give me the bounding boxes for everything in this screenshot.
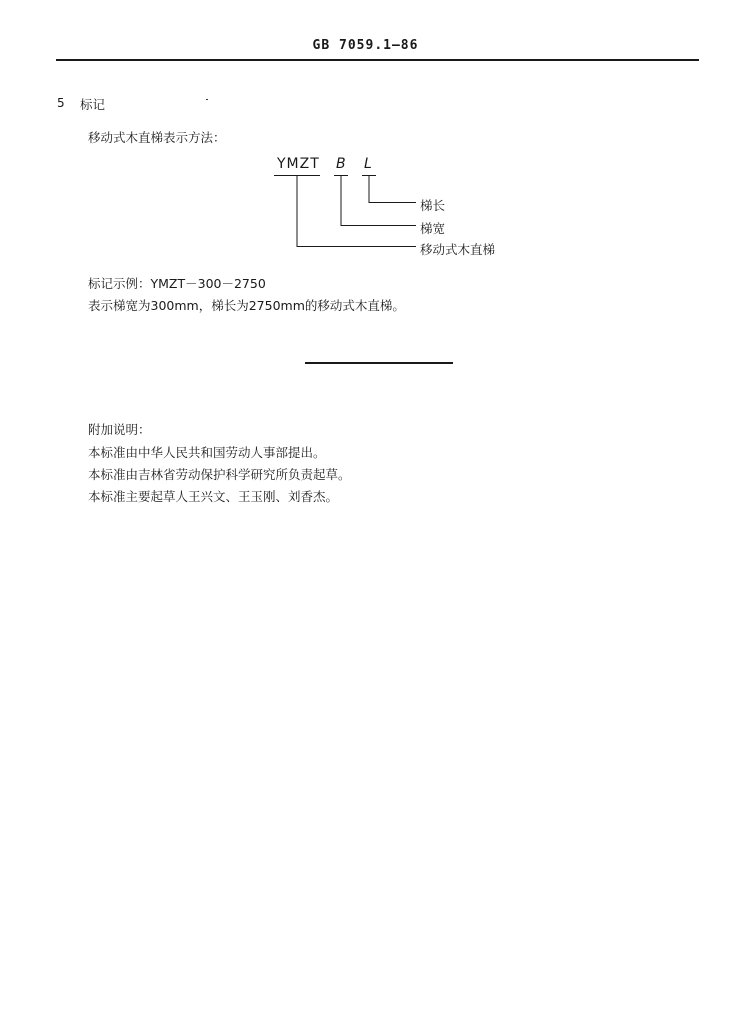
section-title: 标记 [80, 97, 106, 112]
note-line: 本标准由吉林省劳动保护科学研究所负责起草。 [88, 467, 351, 482]
section-number: 5 [57, 96, 65, 110]
code-param-l: L [364, 156, 373, 172]
marking-example: 标记示例：YMZT－300－2750 [88, 276, 266, 291]
end-rule [305, 362, 453, 364]
leader-width [341, 176, 416, 226]
leader-type [297, 176, 416, 247]
standard-number: GB 7059.1—86 [312, 38, 419, 53]
marking-explanation: 表示梯宽为300mm，梯长为2750mm的移动式木直梯。 [88, 298, 405, 313]
label-length: 梯长 [420, 198, 446, 213]
code-param-b: B [336, 156, 347, 172]
note-line: 本标准主要起草人王兴文、王玉刚、刘香杰。 [88, 489, 339, 504]
diagram-lines [0, 0, 731, 280]
label-type: 移动式木直梯 [420, 242, 496, 257]
label-width: 梯宽 [420, 221, 446, 236]
section-intro: 移动式木直梯表示方法： [88, 130, 226, 145]
leader-length [369, 176, 416, 203]
note-line: 本标准由中华人民共和国劳动人事部提出。 [88, 445, 326, 460]
notes-title: 附加说明： [88, 422, 151, 437]
code-prefix: YMZT [277, 156, 320, 172]
